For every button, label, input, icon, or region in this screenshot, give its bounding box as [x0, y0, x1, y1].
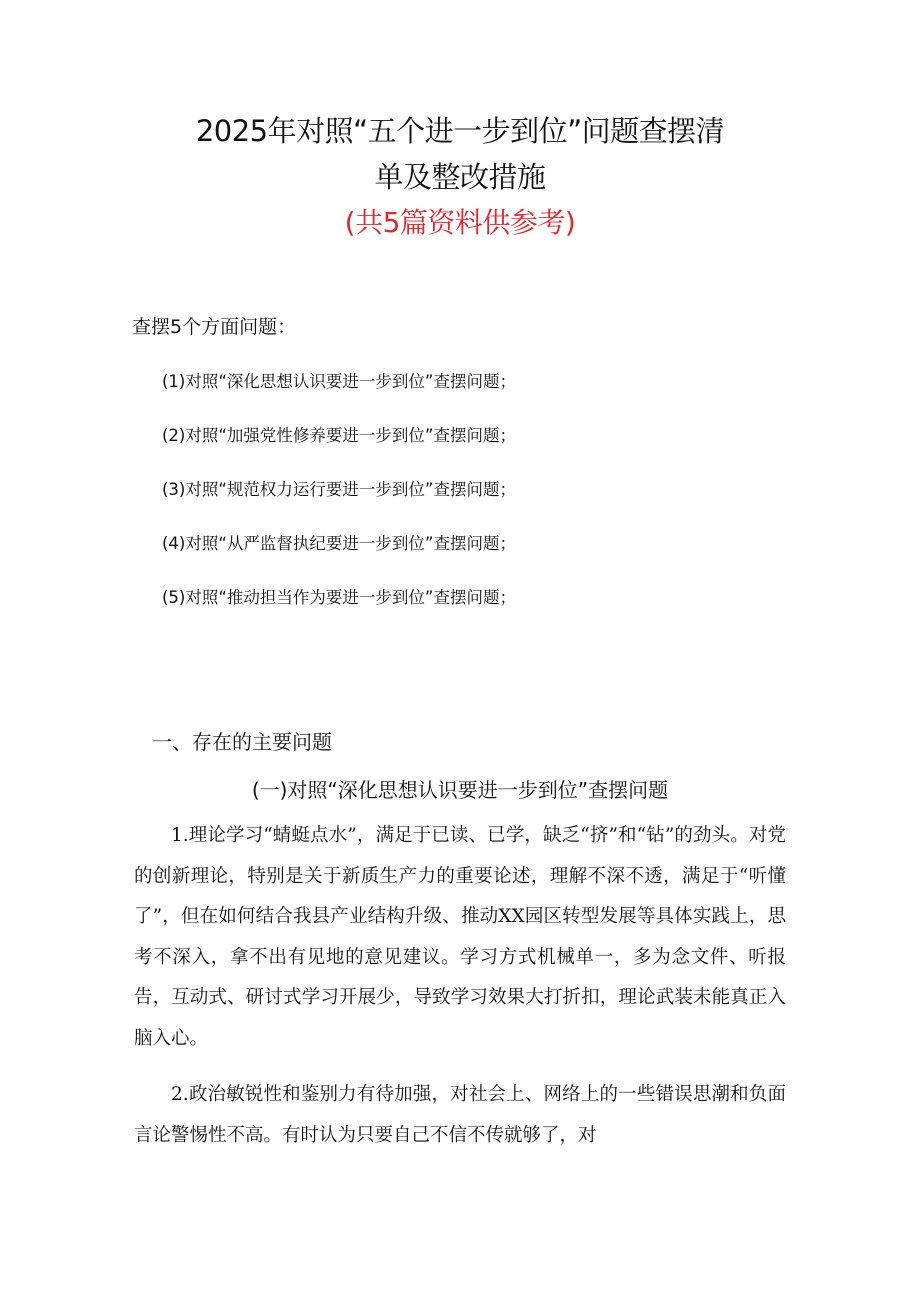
list-item: (2)对照“加强党性修养要进一步到位”查摆问题；: [162, 426, 516, 445]
list-item: (3)对照“规范权力运行要进一步到位”查摆问题；: [162, 480, 516, 499]
list-item: (5)对照“推动担当作为要进一步到位”查摆问题；: [162, 588, 516, 607]
body-paragraph: 1.理论学习“蜻蜓点水”，满足于已读、已学，缺乏“挤”和“钻”的劲头。对党的创新理论，特别是关于新质生产力的重要论述，理解不深不透，满足于“听懂了”，但在如何结合我县产业结构升级、推动XX园区转型发展等具体实践上，思考不深入，拿不出有见地的意见建议。学习方式机械单一，多为念文件、听报告，互动式、研讨式学习开展少，导致学习效果大打折扣，理论武装未能真正入脑入心。: [134, 825, 786, 1049]
issue-list: [162, 368, 516, 638]
list-item: (1)对照“深化思想认识要进一步到位”查摆问题；: [162, 372, 516, 391]
body-paragraph: 2.政治敏锐性和鉴别力有待加强，对社会上、网络上的一些错误思潮和负面言论警惕性不高。有时认为只要自己不信不传就够了，对: [134, 1084, 786, 1146]
intro-text: 查摆5个方面问题：: [132, 316, 297, 338]
document-subtitle: (共5篇资料供参考): [344, 206, 576, 239]
list-item: (4)对照“从严监督执纪要进一步到位”查摆问题；: [162, 534, 516, 553]
subsection-heading: (一)对照“深化思想认识要进一步到位”查摆问题: [251, 778, 669, 802]
document-title-line-2: 单及整改措施: [374, 160, 546, 194]
document-title-line-1: 2025年对照“五个进一步到位”问题查摆清: [195, 114, 725, 148]
section-heading: 一、存在的主要问题: [152, 730, 332, 754]
